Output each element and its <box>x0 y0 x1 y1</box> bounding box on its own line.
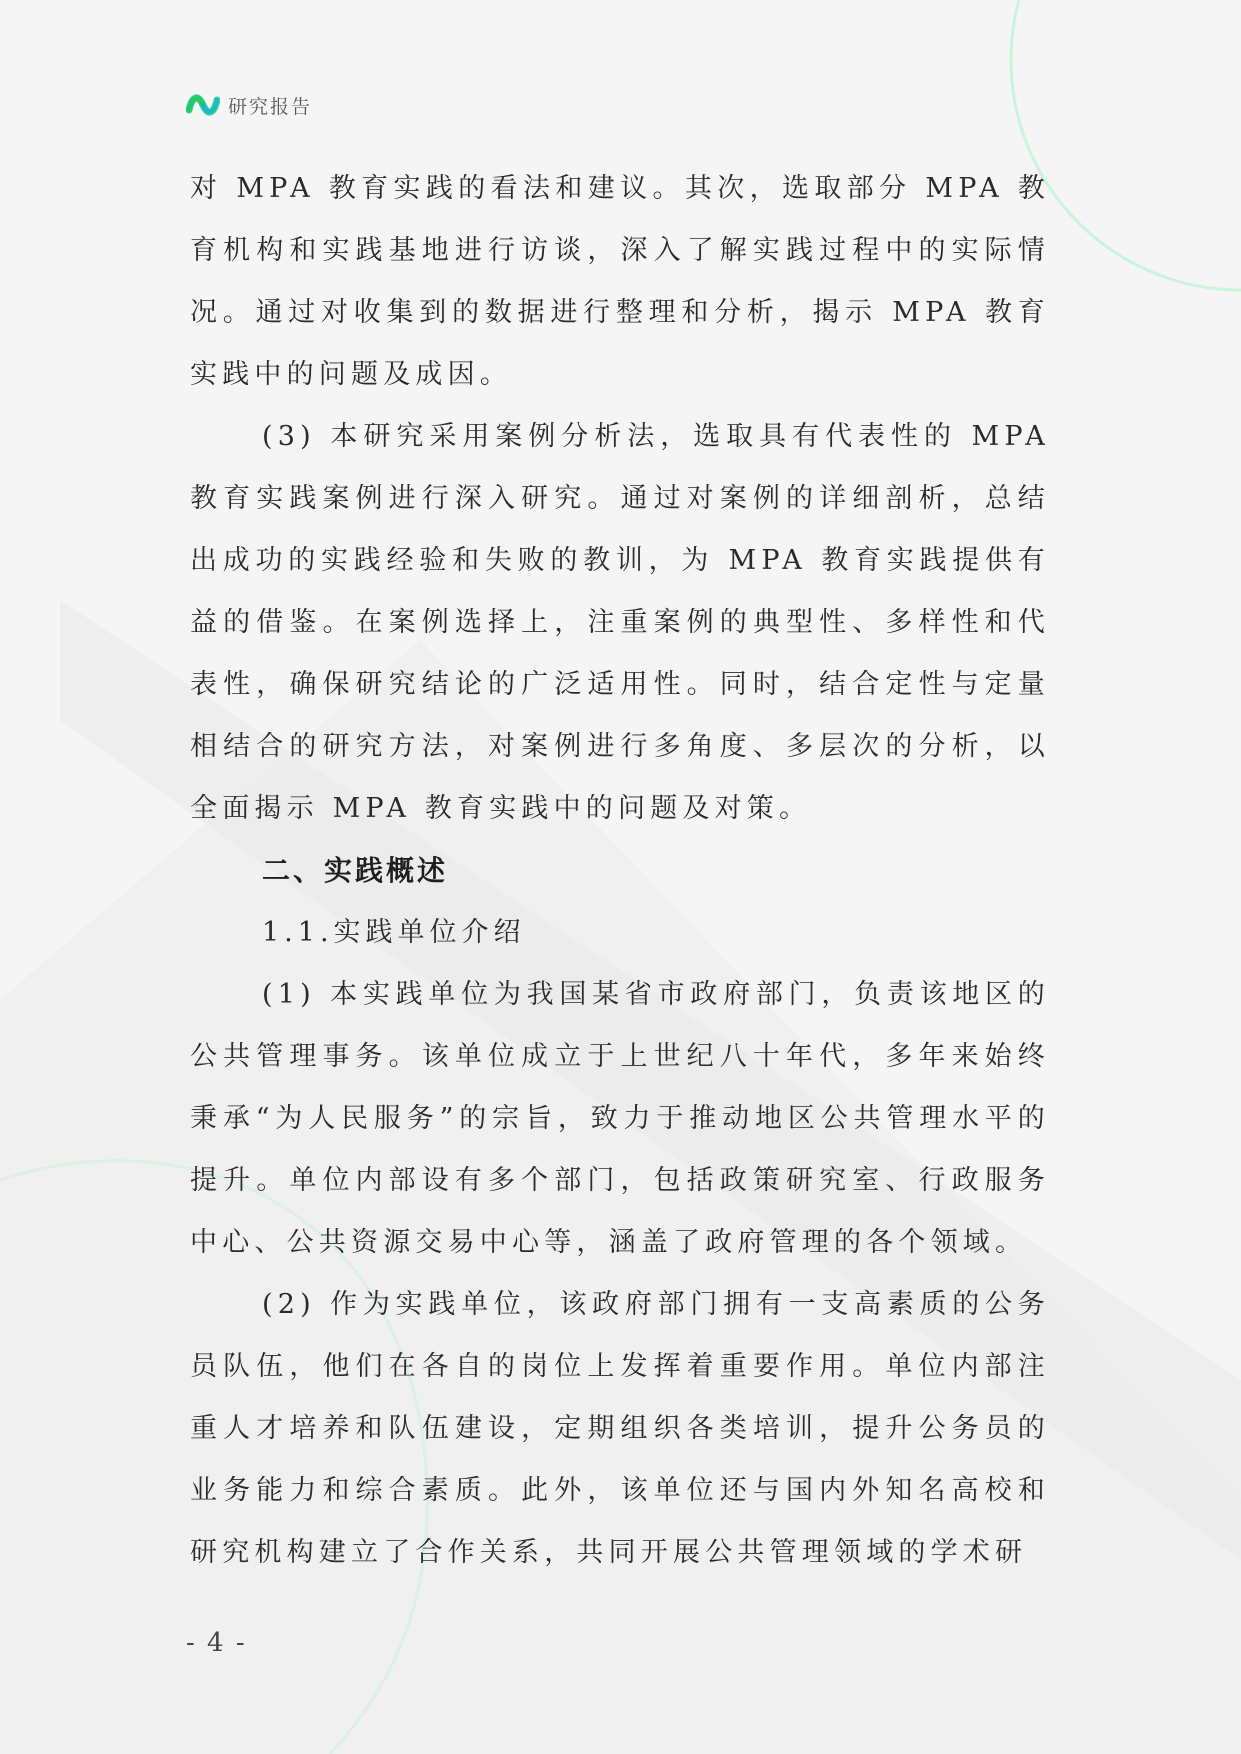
page-number: - 4 - <box>186 1628 247 1658</box>
paragraph-case-analysis: (3) 本研究采用案例分析法，选取具有代表性的 MPA 教育实践案例进行深入研究。通过对案例的详细剖析，总结出成功的实践经验和失败的教训，为 MPA 教育实践提供有益的借鉴。在案例选择上，注重案例的典型性、多样性和代表性，确保研究结论的广泛适用性。同时，结合定性与定量相结合的研究方法，对案例进行多角度、多层次的分析，以全面揭示 MPA 教育实践中的问题及对策。 <box>190 421 1050 824</box>
document-body <box>190 158 1050 1584</box>
report-header <box>186 88 312 122</box>
paragraph-methods-continued: 对 MPA 教育实践的看法和建议。其次，选取部分 MPA 教育机构和实践基地进行访谈，深入了解实践过程中的实际情况。通过对收集到的数据进行整理和分析，揭示 MPA 教育实践中的问题及成因。 <box>190 173 1050 390</box>
paragraph-unit-intro: (1) 本实践单位为我国某省市政府部门，负责该地区的公共管理事务。该单位成立于上世纪八十年代，多年来始终秉承“为人民服务”的宗旨，致力于推动地区公共管理水平的提升。单位内部设有多个部门，包括政策研究室、行政服务中心、公共资源交易中心等，涵盖了政府管理的各个领域。 <box>190 979 1050 1258</box>
section-heading: 二、实践概述 <box>262 854 449 887</box>
logo-icon <box>186 88 220 122</box>
paragraph-unit-staff: (2) 作为实践单位，该政府部门拥有一支高素质的公务员队伍，他们在各自的岗位上发挥着重要作用。单位内部注重人才培养和队伍建设，定期组织各类培训，提升公务员的业务能力和综合素质。此外，该单位还与国内外知名高校和研究机构建立了合作关系，共同开展公共管理领域的学术研 <box>190 1289 1050 1568</box>
header-title: 研究报告 <box>228 95 313 118</box>
subsection-heading: 1.1.实践单位介绍 <box>262 917 526 948</box>
